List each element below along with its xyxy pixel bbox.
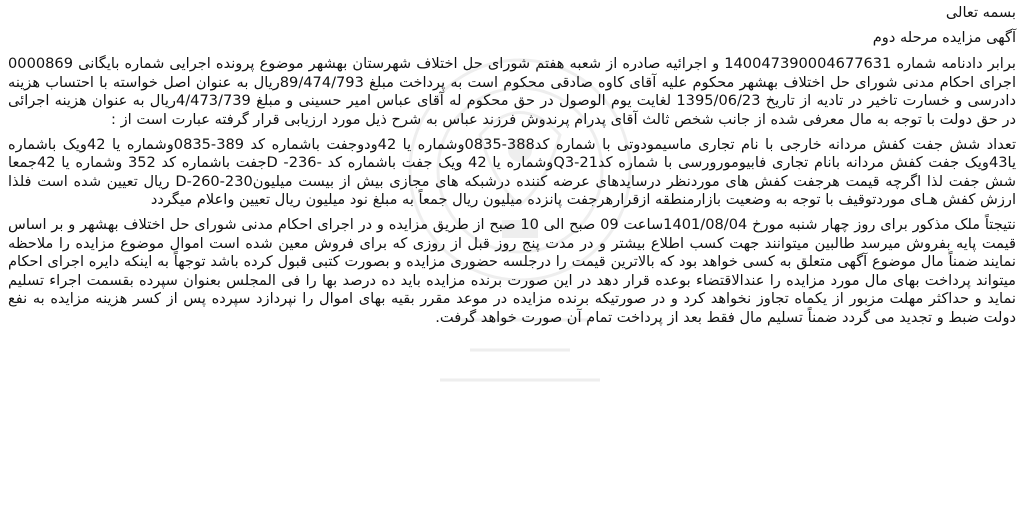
paragraph-case-details: برابر دادنامه شماره 140047390004677631 و اجرائیه صادره از شعبه هفتم شورای حل اختلاف شهرستان بهشهر موضوع پرونده اجرایی شماره بایگانی 0000869 اجرای احکام مدنی شورای حل اختلاف بهشهر محکوم علیه آقای کاوه صادقی محکوم است به پرداخت مبلغ 89/474/793ریال به عنوان اصل خواسته با احتساب هزینه دادرسی و خسارت تاخیر در تادیه از تاریخ 1395/06/23 لغایت یوم الوصول در حق محکوم له آقای عباس امیر حسینی و مبلغ 4/473/739ریال به عنوان هزینه اجرائی در حق دولت با توجه به مال معرفی شده از جانب شخص ثالث آقای پدرام پرندوش فرزند عباس به شرح ذیل مورد ارزیابی قرار گرفته عبارت است از : [8,55,1016,128]
auction-notice [8,4,1016,334]
paragraph-item-description: تعداد شش جفت کفش مردانه خارجی با نام تجاری ماسیمودوتی با شماره کد388-0835وشماره یا 42ودوجفت باشماره کد 389-0835وشماره یا 42ویک باشماره یا43ویک جفت کفش مردانه بانام تجاری فابیومورورسی با شماره کدQ3-21وشماره یا 42 ویک جفت باشماره کد -236- Dجفت باشماره کد 352 وشماره یا 42جمعا شش جفت لذا اگرچه قیمت هرجفت کفش های موردنظر درسایدهای عرضه کننده درشبکه های مجازی بیش از بیست میلیونD-260-230 ریال تعیین شده است فلذا ارزش کفش هـای موردتوقیف با توجه به وضعیت بازارمنطقه ازقرارهرجفت پانزده میلیون ریال جمعاً به مبلغ نود میلیون ریال تعیین واعلام میگردد [8,135,1017,209]
heading-bismillah: بسمه تعالی [945,4,1016,21]
paragraph-auction-terms: نتیجتاً ملک مذکور برای روز چهار شنبه مورخ 1401/08/04ساعت 09 صبح الی 10 صبح از طریق مزایده و در اجرای احکام مدنی شورای حل اختلاف بهشهر و بر اساس قیمت پایه بفروش میرسد طالبین میتوانند جهت کسب اطلاع بیشتر و در مدت پنج روز قبل از روزی که برای فروش معین شده است اموال موضوع مزایده را ملاحظه نمایند ضمناً مال موضوع آگهی متعلق به کسی خواهد بود که بالاترین قیمت را درجلسه حضوری مزایده و بصورت کتبی قبول کرده باشد توجهاً به اینکه دایره اجرای احکام میتواند پرداخت بهای مال مورد مزایده را عندالاقتضاء بوعده قرار دهد در این صورت برنده مزایده باید ده درصد بها را فی المجلس بعنوان سپرده بقسمت اجراء تسلیم نماید و حداکثر مهلت مزبور از یکماه تجاوز نخواهد کرد و در صورتیکه برنده مزایده در موعد مقرر بقیه بهای اموال را نپردازد سپرده پس از کسر هزینه مزایده به نفع دولت ضبط و تجدید می گردد ضمناً تسلیم مال فقط بعد از پرداخت تمام آن صورت خواهد گرفت. [8,215,1016,326]
notice-title: آگهی مزایده مرحله دوم [872,28,1016,46]
